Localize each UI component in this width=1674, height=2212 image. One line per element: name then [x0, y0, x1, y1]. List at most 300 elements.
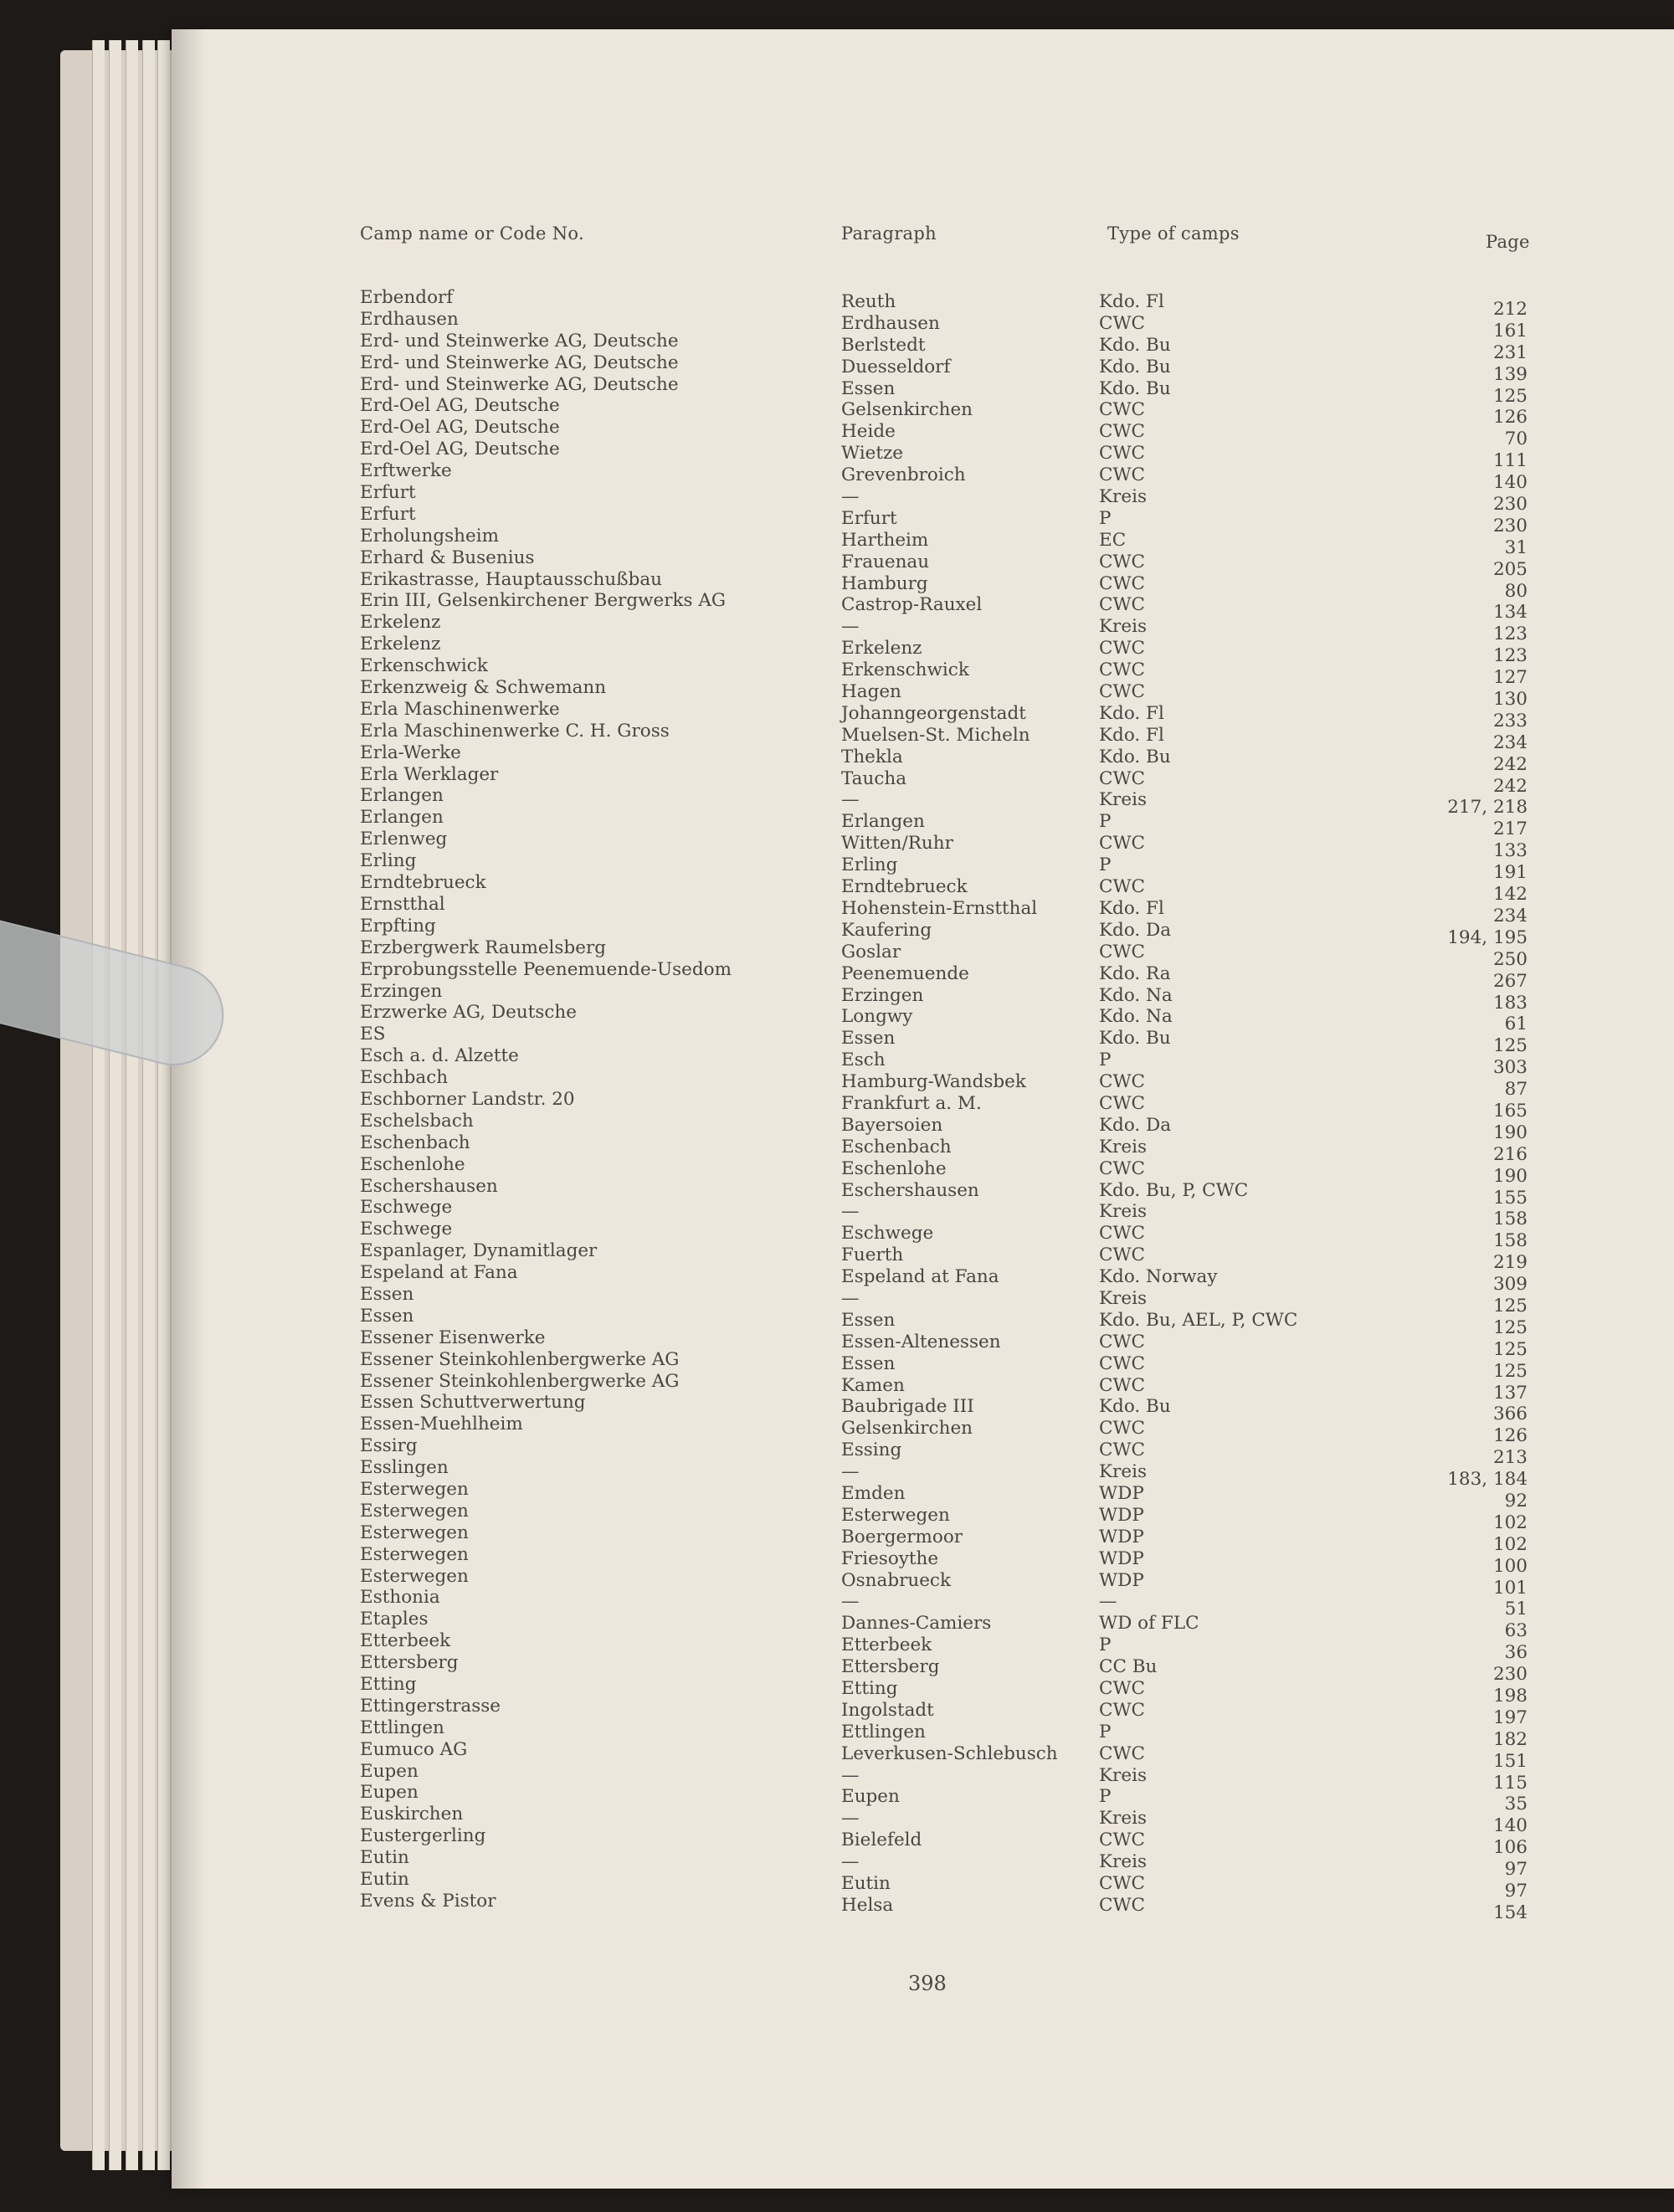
page-cell: 230: [1492, 1664, 1528, 1686]
header-paragraph: Paragraph: [841, 223, 937, 244]
camp-name-cell: Etaples: [360, 1609, 429, 1630]
paragraph-cell: Eutin: [841, 1873, 891, 1895]
type-cell: CWC: [1099, 1440, 1145, 1461]
header-camp-name: Camp name or Code No.: [360, 223, 584, 244]
page-cell: 219: [1492, 1252, 1528, 1274]
type-cell: CWC: [1099, 767, 1145, 789]
camp-name-column: [360, 287, 732, 1912]
type-cell: CWC: [1099, 1418, 1145, 1440]
page-cell: 158: [1492, 1230, 1528, 1252]
paragraph-cell: Muelsen-St. Micheln: [841, 724, 1030, 746]
page-edge: [109, 40, 121, 2170]
camp-name-cell: Ettingerstrasse: [360, 1695, 501, 1717]
camp-name-cell: Esterwegen: [360, 1478, 469, 1500]
camp-name-cell: Erprobungsstelle Peenemuende-Usedom: [360, 958, 732, 980]
type-cell: Kdo. Fl: [1099, 724, 1164, 746]
type-cell: CC Bu: [1099, 1656, 1158, 1678]
type-cell: CWC: [1099, 833, 1145, 855]
camp-name-cell: Erd-Oel AG, Deutsche: [360, 395, 560, 417]
camp-name-cell: Esterwegen: [360, 1500, 469, 1522]
type-cell: CWC: [1099, 399, 1145, 421]
page-cell: 183, 184: [1447, 1469, 1528, 1491]
camp-name-cell: Essen-Muehlheim: [360, 1414, 523, 1435]
type-cell: WDP: [1099, 1482, 1144, 1504]
camp-name-cell: Eutin: [360, 1869, 409, 1891]
camp-name-cell: Eutin: [360, 1847, 409, 1869]
paragraph-cell: Erlangen: [841, 811, 925, 833]
paragraph-cell: —: [841, 1287, 860, 1309]
type-cell: CWC: [1099, 1223, 1145, 1245]
paragraph-cell: Heide: [841, 421, 896, 443]
camp-name-cell: Espanlager, Dynamitlager: [360, 1240, 598, 1262]
camp-name-cell: Euskirchen: [360, 1804, 464, 1825]
camp-name-cell: Erbendorf: [360, 287, 454, 308]
camp-name-cell: Esterwegen: [360, 1565, 469, 1587]
page-cell: 217, 218: [1447, 797, 1528, 819]
page-edge: [142, 40, 155, 2170]
paragraph-cell: Hagen: [841, 681, 901, 703]
camp-name-cell: ES: [360, 1024, 386, 1045]
paragraph-cell: —: [841, 1851, 860, 1873]
paragraph-cell: Baubrigade III: [841, 1396, 974, 1418]
page-cell: 126: [1492, 1425, 1528, 1447]
camp-name-cell: Erndtebrueck: [360, 872, 486, 894]
camp-name-cell: Erhard & Busenius: [360, 547, 535, 568]
camp-name-cell: Erftwerke: [360, 460, 452, 482]
page-edge: [126, 40, 138, 2170]
type-cell: CWC: [1099, 638, 1145, 659]
paragraph-cell: —: [841, 486, 860, 508]
camp-name-cell: Erkelenz: [360, 634, 441, 655]
page-cell: 101: [1492, 1577, 1528, 1599]
page-cell: 194, 195: [1447, 926, 1528, 948]
page-cell: 123: [1492, 624, 1528, 645]
page-cell: 80: [1504, 580, 1528, 602]
paragraph-cell: —: [841, 1461, 860, 1483]
paragraph-cell: Frankfurt a. M.: [841, 1092, 982, 1114]
page-cell: 111: [1492, 450, 1528, 472]
type-cell: CWC: [1099, 594, 1145, 616]
camp-name-cell: Eschborner Landstr. 20: [360, 1088, 575, 1110]
camp-name-cell: Erla Maschinenwerke C. H. Gross: [360, 720, 670, 742]
camp-name-cell: Eschershausen: [360, 1175, 498, 1197]
camp-name-cell: Eumuco AG: [360, 1738, 468, 1760]
paragraph-cell: —: [841, 789, 860, 811]
camp-name-cell: Erkenzweig & Schwemann: [360, 677, 607, 699]
camp-name-cell: Erlangen: [360, 785, 444, 807]
type-cell: Kreis: [1099, 1136, 1147, 1157]
paragraph-cell: Gelsenkirchen: [841, 399, 973, 421]
type-cell: Kdo. Fl: [1099, 291, 1164, 312]
type-cell: CWC: [1099, 464, 1145, 486]
camp-name-cell: Erzingen: [360, 980, 443, 1002]
type-cell: CWC: [1099, 681, 1145, 703]
camp-name-cell: Ettlingen: [360, 1717, 444, 1738]
paragraph-cell: Leverkusen-Schlebusch: [841, 1742, 1058, 1764]
camp-name-cell: Ettersberg: [360, 1652, 459, 1674]
paragraph-cell: Duesseldorf: [841, 356, 951, 377]
type-cell: CWC: [1099, 1092, 1145, 1114]
type-cell: Kdo. Ra: [1099, 962, 1171, 984]
page-cell: 190: [1492, 1165, 1528, 1187]
camp-name-cell: Erikastrasse, Hauptausschußbau: [360, 568, 662, 590]
page-cell: 134: [1492, 602, 1528, 624]
type-cell: CWC: [1099, 1245, 1145, 1266]
paragraph-cell: Essen-Altenessen: [841, 1331, 1001, 1352]
paragraph-cell: Berlstedt: [841, 334, 926, 356]
page-cell: 309: [1492, 1274, 1528, 1296]
paragraph-cell: Emden: [841, 1482, 906, 1504]
type-cell: Kdo. Bu: [1099, 356, 1171, 377]
page-cell: 140: [1492, 472, 1528, 494]
camp-name-cell: Etterbeek: [360, 1630, 451, 1652]
paragraph-cell: Eschenlohe: [841, 1157, 947, 1179]
type-cell: Kreis: [1099, 1287, 1147, 1309]
paragraph-cell: Thekla: [841, 746, 903, 767]
type-cell: CWC: [1099, 876, 1145, 898]
page-cell: 125: [1492, 1360, 1528, 1382]
type-cell: CWC: [1099, 551, 1145, 572]
type-cell: Kreis: [1099, 616, 1147, 638]
camp-name-cell: Evens & Pistor: [360, 1890, 496, 1912]
paragraph-cell: Eschwege: [841, 1223, 934, 1245]
page-cell: 198: [1492, 1686, 1528, 1706]
paragraph-cell: Friesoythe: [841, 1547, 939, 1569]
page-cell: 115: [1492, 1772, 1528, 1794]
paragraph-cell: Gelsenkirchen: [841, 1418, 973, 1440]
page-cell: 154: [1492, 1901, 1528, 1923]
type-cell: Kreis: [1099, 1808, 1147, 1830]
type-cell: —: [1099, 1591, 1117, 1613]
page-cell: 158: [1492, 1209, 1528, 1230]
page-cell: 151: [1492, 1750, 1528, 1772]
camp-name-cell: Eschenlohe: [360, 1153, 465, 1175]
paragraph-cell: Erdhausen: [841, 312, 940, 334]
camp-name-cell: Etting: [360, 1674, 417, 1695]
page-cell: 165: [1492, 1100, 1528, 1121]
camp-name-cell: Erpfting: [360, 915, 436, 937]
type-cell: Kdo. Bu: [1099, 1028, 1171, 1050]
page-cell: 183: [1492, 992, 1528, 1014]
paragraph-cell: Ettersberg: [841, 1656, 940, 1678]
camp-name-cell: Erfurt: [360, 503, 416, 525]
camp-name-cell: Eupen: [360, 1760, 418, 1782]
paragraph-column: [841, 291, 1058, 1917]
page-cell: 87: [1504, 1079, 1528, 1101]
page-cell: 130: [1492, 689, 1528, 711]
book-page: [172, 29, 1674, 2189]
type-cell: EC: [1099, 529, 1127, 551]
camp-name-cell: Erd-Oel AG, Deutsche: [360, 417, 560, 439]
camp-name-cell: Erling: [360, 850, 417, 872]
camp-name-cell: Erd- und Steinwerke AG, Deutsche: [360, 330, 679, 352]
paragraph-cell: Longwy: [841, 1006, 913, 1028]
camp-name-cell: Eschwege: [360, 1197, 453, 1219]
paragraph-cell: Wietze: [841, 443, 904, 464]
type-cell: Kdo. Fl: [1099, 897, 1164, 919]
type-cell: CWC: [1099, 1742, 1145, 1764]
paragraph-cell: Castrop-Rauxel: [841, 594, 983, 616]
page-cell: 51: [1504, 1599, 1528, 1620]
type-column: [1099, 291, 1297, 1917]
page-cell: 161: [1492, 320, 1528, 341]
paragraph-cell: Essen: [841, 1028, 896, 1050]
paragraph-cell: Bayersoien: [841, 1114, 943, 1136]
paragraph-cell: Esterwegen: [841, 1504, 950, 1526]
page-cell: 366: [1492, 1404, 1528, 1425]
paragraph-cell: Eupen: [841, 1786, 900, 1808]
page-cell: 31: [1504, 536, 1528, 558]
paragraph-cell: Taucha: [841, 767, 907, 789]
paragraph-cell: —: [841, 1201, 860, 1223]
type-cell: P: [1099, 855, 1112, 876]
camp-name-cell: Erdhausen: [360, 308, 459, 330]
type-cell: Kdo. Na: [1099, 1006, 1173, 1028]
camp-name-cell: Erzbergwerk Raumelsberg: [360, 937, 606, 958]
type-cell: WDP: [1099, 1569, 1144, 1591]
page-cell: 233: [1492, 710, 1528, 731]
type-cell: CWC: [1099, 443, 1145, 464]
page-cell: 234: [1492, 905, 1528, 926]
paragraph-cell: Erling: [841, 855, 898, 876]
camp-name-cell: Erla Maschinenwerke: [360, 698, 560, 720]
camp-name-cell: Erfurt: [360, 482, 416, 504]
camp-name-cell: Erkelenz: [360, 612, 441, 634]
type-cell: P: [1099, 507, 1112, 529]
type-cell: WDP: [1099, 1526, 1144, 1547]
type-cell: CWC: [1099, 1678, 1145, 1699]
page-cell: 127: [1492, 667, 1528, 689]
paragraph-cell: Hartheim: [841, 529, 929, 551]
page-cell: 212: [1492, 299, 1528, 320]
page-cell: 35: [1504, 1794, 1528, 1815]
page-cell: 126: [1492, 407, 1528, 429]
page-edge: [92, 40, 105, 2170]
page-cell: 97: [1504, 1859, 1528, 1881]
camp-name-cell: Eschenbach: [360, 1132, 470, 1153]
page-cell: 97: [1504, 1881, 1528, 1902]
page-cell: 303: [1492, 1057, 1528, 1079]
paragraph-cell: Bielefeld: [841, 1830, 922, 1851]
paragraph-cell: Boergermoor: [841, 1526, 963, 1547]
paragraph-cell: Reuth: [841, 291, 896, 312]
page-cell: 242: [1492, 775, 1528, 797]
type-cell: P: [1099, 811, 1112, 833]
camp-name-cell: Eschwege: [360, 1219, 453, 1240]
paragraph-cell: Esch: [841, 1050, 886, 1071]
type-cell: CWC: [1099, 1352, 1145, 1374]
camp-name-cell: Esterwegen: [360, 1543, 469, 1565]
page-cell: 137: [1492, 1382, 1528, 1404]
paragraph-cell: Ingolstadt: [841, 1699, 934, 1721]
page-cell: 139: [1492, 363, 1528, 385]
page-cell: 133: [1492, 840, 1528, 862]
type-cell: WD of FLC: [1099, 1613, 1199, 1635]
page-cell: 250: [1492, 948, 1528, 970]
page-cell: 213: [1492, 1447, 1528, 1469]
page-cell: 123: [1492, 645, 1528, 667]
type-cell: CWC: [1099, 1374, 1145, 1396]
type-cell: CWC: [1099, 1071, 1145, 1093]
paragraph-cell: Hamburg-Wandsbek: [841, 1071, 1026, 1093]
paragraph-cell: Frauenau: [841, 551, 930, 572]
page-cell: 102: [1492, 1533, 1528, 1555]
paragraph-cell: Eschenbach: [841, 1136, 952, 1157]
page-cell: 197: [1492, 1706, 1528, 1728]
type-cell: CWC: [1099, 1157, 1145, 1179]
page-cell: 102: [1492, 1511, 1528, 1533]
camp-name-cell: Essirg: [360, 1435, 418, 1457]
page-cell: 267: [1492, 970, 1528, 992]
camp-name-cell: Erd-Oel AG, Deutsche: [360, 439, 560, 460]
paragraph-cell: Grevenbroich: [841, 464, 966, 486]
camp-name-cell: Esslingen: [360, 1457, 449, 1479]
paragraph-cell: —: [841, 1591, 860, 1613]
type-cell: Kdo. Bu: [1099, 334, 1171, 356]
paragraph-cell: Etterbeek: [841, 1635, 932, 1656]
paragraph-cell: Eschershausen: [841, 1179, 979, 1201]
page-cell: 106: [1492, 1837, 1528, 1859]
type-cell: Kreis: [1099, 1201, 1147, 1223]
paragraph-cell: Erkenschwick: [841, 659, 969, 681]
page-number: 398: [908, 1972, 947, 1995]
camp-name-cell: Eschelsbach: [360, 1110, 474, 1132]
page-cell: 92: [1504, 1490, 1528, 1511]
paragraph-cell: Essen: [841, 1309, 896, 1331]
type-cell: Kdo. Bu: [1099, 1396, 1171, 1418]
page-cell: 70: [1504, 429, 1528, 450]
page-cell: 63: [1504, 1620, 1528, 1642]
paragraph-cell: Erkelenz: [841, 638, 922, 659]
page-cell: 140: [1492, 1815, 1528, 1837]
type-cell: P: [1099, 1635, 1112, 1656]
type-cell: WDP: [1099, 1504, 1144, 1526]
paragraph-cell: Fuerth: [841, 1245, 904, 1266]
paragraph-cell: Espeland at Fana: [841, 1266, 999, 1288]
page-cell: 61: [1504, 1014, 1528, 1035]
page-cell: 125: [1492, 1035, 1528, 1057]
camp-name-cell: Erlangen: [360, 807, 444, 829]
camp-name-cell: Essen Schuttverwertung: [360, 1392, 586, 1414]
type-cell: CWC: [1099, 1331, 1145, 1352]
paragraph-cell: Etting: [841, 1678, 898, 1699]
type-cell: CWC: [1099, 1699, 1145, 1721]
type-cell: CWC: [1099, 941, 1145, 962]
type-cell: WDP: [1099, 1547, 1144, 1569]
type-cell: Kreis: [1099, 789, 1147, 811]
header-type: Type of camps: [1107, 223, 1240, 244]
type-cell: CWC: [1099, 312, 1145, 334]
page-cell: 205: [1492, 558, 1528, 580]
type-cell: Kdo. Bu: [1099, 746, 1171, 767]
type-cell: CWC: [1099, 1873, 1145, 1895]
type-cell: Kreis: [1099, 486, 1147, 508]
type-cell: Kreis: [1099, 1461, 1147, 1483]
paragraph-cell: Dannes-Camiers: [841, 1613, 992, 1635]
header-page: Page: [1486, 232, 1530, 252]
paragraph-cell: —: [841, 1764, 860, 1786]
paragraph-cell: Erndtebrueck: [841, 876, 968, 898]
type-cell: Kdo. Da: [1099, 919, 1172, 941]
camp-name-cell: Erla-Werke: [360, 742, 461, 763]
paragraph-cell: Helsa: [841, 1894, 894, 1916]
camp-name-cell: Essen: [360, 1283, 414, 1305]
page-cell: 234: [1492, 731, 1528, 753]
camp-name-cell: Essener Steinkohlenbergwerke AG: [360, 1348, 680, 1370]
type-cell: CWC: [1099, 421, 1145, 443]
camp-name-cell: Essener Eisenwerke: [360, 1327, 546, 1348]
camp-name-cell: Eustergerling: [360, 1825, 486, 1847]
page-cell: 155: [1492, 1187, 1528, 1209]
paragraph-cell: Hamburg: [841, 572, 928, 594]
paragraph-cell: Essing: [841, 1440, 902, 1461]
page-cell: 231: [1492, 341, 1528, 363]
page-cell: 125: [1492, 385, 1528, 407]
type-cell: P: [1099, 1786, 1112, 1808]
paragraph-cell: Essen: [841, 1352, 896, 1374]
page-cell: 125: [1492, 1295, 1528, 1316]
type-cell: Kdo. Fl: [1099, 702, 1164, 724]
type-cell: P: [1099, 1050, 1112, 1071]
paragraph-cell: Witten/Ruhr: [841, 833, 953, 855]
page-cell: 230: [1492, 515, 1528, 536]
paragraph-cell: Osnabrueck: [841, 1569, 952, 1591]
page-cell: 191: [1492, 862, 1528, 884]
camp-name-cell: Esch a. d. Alzette: [360, 1045, 519, 1067]
camp-name-cell: Erzwerke AG, Deutsche: [360, 1002, 577, 1024]
gutter-shadow: [172, 29, 205, 2189]
page-cell: 217: [1492, 819, 1528, 840]
page-cell: 142: [1492, 884, 1528, 906]
type-cell: Kreis: [1099, 1764, 1147, 1786]
page-cell: 100: [1492, 1555, 1528, 1577]
page-cell: 125: [1492, 1338, 1528, 1360]
camp-name-cell: Essener Steinkohlenbergwerke AG: [360, 1370, 680, 1392]
camp-name-cell: Erkenschwick: [360, 655, 488, 677]
type-cell: CWC: [1099, 572, 1145, 594]
page-cell: 216: [1492, 1143, 1528, 1165]
type-cell: CWC: [1099, 659, 1145, 681]
page-edge: [157, 40, 170, 2170]
type-cell: Kreis: [1099, 1851, 1147, 1873]
paragraph-cell: —: [841, 1808, 860, 1830]
page-cell: 230: [1492, 494, 1528, 516]
type-cell: Kdo. Da: [1099, 1114, 1172, 1136]
type-cell: CWC: [1099, 1830, 1145, 1851]
type-cell: Kdo. Bu: [1099, 377, 1171, 399]
camp-name-cell: Erlenweg: [360, 829, 448, 850]
paragraph-cell: Ettlingen: [841, 1721, 926, 1742]
paragraph-cell: Erfurt: [841, 507, 897, 529]
camp-name-cell: Eschbach: [360, 1067, 449, 1089]
type-cell: CWC: [1099, 1894, 1145, 1916]
camp-name-cell: Erla Werklager: [360, 763, 499, 785]
camp-name-cell: Essen: [360, 1305, 414, 1327]
type-cell: Kdo. Bu, AEL, P, CWC: [1099, 1309, 1298, 1331]
camp-name-cell: Eupen: [360, 1782, 418, 1804]
page-cell: 36: [1504, 1642, 1528, 1664]
page-cell: 182: [1492, 1728, 1528, 1750]
type-cell: Kdo. Norway: [1099, 1266, 1218, 1288]
camp-name-cell: Erin III, Gelsenkirchener Bergwerks AG: [360, 590, 727, 612]
paragraph-cell: Kamen: [841, 1374, 905, 1396]
paragraph-cell: Erzingen: [841, 984, 924, 1006]
paragraph-cell: Goslar: [841, 941, 901, 962]
camp-name-cell: Esthonia: [360, 1587, 440, 1609]
page-cell: 190: [1492, 1121, 1528, 1143]
paragraph-cell: Hohenstein-Ernstthal: [841, 897, 1038, 919]
type-cell: P: [1099, 1721, 1112, 1742]
